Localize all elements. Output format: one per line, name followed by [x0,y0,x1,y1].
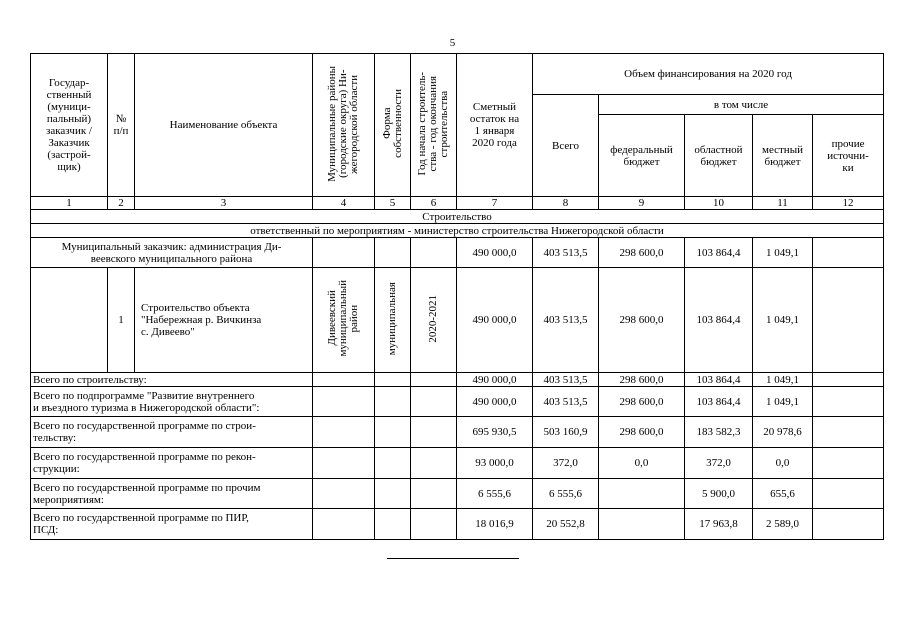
header-ownership-text: Форма собственности [380,89,404,158]
header-ownership [375,54,411,197]
header-years [411,54,457,197]
empty-cell [313,509,375,540]
col-number: 1 [31,197,108,210]
empty-cell [411,373,457,387]
empty-cell [375,479,411,509]
total-label: Всего по подпрограмме "Развитие внутреннего и въездного туризма в Нижегородской области": [31,387,313,417]
empty-cell [313,387,375,417]
empty-cell [313,479,375,509]
total-regional: 17 963,8 [685,509,753,540]
total-label: Всего по государственной программе по ПИР, ПСД: [31,509,313,540]
empty-cell [375,387,411,417]
object-years-text: 2020-2021 [427,294,439,343]
total-label: Всего по строительству: [31,373,313,387]
empty-cell [375,373,411,387]
empty-cell [375,448,411,479]
total-sum: 6 555,6 [533,479,599,509]
customer-regional: 103 864,4 [685,238,753,268]
empty-cell [375,417,411,448]
empty-cell [813,373,884,387]
col-number: 2 [108,197,135,210]
total-estimate: 6 555,6 [457,479,533,509]
empty-cell [813,417,884,448]
total-federal [599,479,685,509]
total-local: 0,0 [753,448,813,479]
total-label: Всего по государственной программе по строи- тельству: [31,417,313,448]
total-sum: 372,0 [533,448,599,479]
total-estimate: 93 000,0 [457,448,533,479]
total-sum: 403 513,5 [533,373,599,387]
header-object-name: Наименование объекта [135,54,313,197]
total-local: 1 049,1 [753,387,813,417]
customer-local: 1 049,1 [753,238,813,268]
header-years-text: Год начала строитель- ства - год окончания строительства [416,71,450,176]
empty-cell [813,387,884,417]
object-estimate: 490 000,0 [457,268,533,373]
col-number: 8 [533,197,599,210]
col-number: 5 [375,197,411,210]
total-estimate: 695 930,5 [457,417,533,448]
object-district [313,268,375,373]
header-including: в том числе [599,95,884,115]
financing-table [30,53,884,540]
empty-cell [411,417,457,448]
customer-total: 403 513,5 [533,238,599,268]
total-estimate: 18 016,9 [457,509,533,540]
empty-cell [411,479,457,509]
page-number: 5 [449,37,456,49]
total-label: Всего по государственной программе по прочим мероприятиям: [31,479,313,509]
empty-cell [813,238,884,268]
header-federal: федеральный бюджет [599,115,685,197]
footer-divider [387,558,519,559]
total-local: 1 049,1 [753,373,813,387]
total-estimate: 490 000,0 [457,387,533,417]
object-district-text: Дивеевский муниципальный район [326,280,360,357]
object-ownership [375,268,411,373]
total-federal: 0,0 [599,448,685,479]
object-ownership-text: муниципальная [386,281,398,356]
total-sum: 503 160,9 [533,417,599,448]
empty-cell [375,509,411,540]
col-number: 6 [411,197,457,210]
col-number: 11 [753,197,813,210]
empty-cell [31,268,108,373]
total-regional: 183 582,3 [685,417,753,448]
object-federal: 298 600,0 [599,268,685,373]
object-number: 1 [108,268,135,373]
col-number: 3 [135,197,313,210]
total-sum: 20 552,8 [533,509,599,540]
total-regional: 103 864,4 [685,373,753,387]
empty-cell [411,238,457,268]
total-local: 20 978,6 [753,417,813,448]
section-title: Строительство [31,210,884,224]
header-other: прочие источни- ки [813,115,884,197]
header-estimate: Сметный остаток на 1 января 2020 года [457,54,533,197]
header-number: № п/п [108,54,135,197]
total-federal [599,509,685,540]
total-regional: 103 864,4 [685,387,753,417]
header-total: Всего [533,95,599,197]
header-financing: Объем финансирования на 2020 год [533,54,884,95]
col-number: 4 [313,197,375,210]
col-number: 10 [685,197,753,210]
total-federal: 298 600,0 [599,387,685,417]
object-years [411,268,457,373]
header-districts-text: Муниципальные районы (городские округа) Ни- жегородской области [326,65,360,182]
empty-cell [411,387,457,417]
empty-cell [313,448,375,479]
empty-cell [313,373,375,387]
col-number: 12 [813,197,884,210]
object-local: 1 049,1 [753,268,813,373]
empty-cell [813,509,884,540]
empty-cell [313,417,375,448]
header-regional: областной бюджет [685,115,753,197]
header-customer: Государ- ственный (муници- пальный) заказчик / Заказчик (застрой- щик) [31,54,108,197]
responsible-ministry: ответственный по мероприятиям - министерство строительства Нижегородской области [31,224,884,238]
empty-cell [375,238,411,268]
header-districts [313,54,375,197]
total-regional: 372,0 [685,448,753,479]
object-name: Строительство объекта "Набережная р. Вичкинза с. Дивеево" [135,268,313,373]
total-regional: 5 900,0 [685,479,753,509]
header-local: местный бюджет [753,115,813,197]
total-label: Всего по государственной программе по рекон- струкции: [31,448,313,479]
empty-cell [813,268,884,373]
empty-cell [813,448,884,479]
total-sum: 403 513,5 [533,387,599,417]
total-local: 2 589,0 [753,509,813,540]
customer-estimate: 490 000,0 [457,238,533,268]
empty-cell [313,238,375,268]
total-federal: 298 600,0 [599,373,685,387]
total-federal: 298 600,0 [599,417,685,448]
object-total: 403 513,5 [533,268,599,373]
empty-cell [411,509,457,540]
empty-cell [813,479,884,509]
customer-federal: 298 600,0 [599,238,685,268]
empty-cell [411,448,457,479]
total-local: 655,6 [753,479,813,509]
col-number: 9 [599,197,685,210]
object-regional: 103 864,4 [685,268,753,373]
customer-label: Муниципальный заказчик: администрация Ди- веевского муниципального района [31,238,313,268]
total-estimate: 490 000,0 [457,373,533,387]
col-number: 7 [457,197,533,210]
